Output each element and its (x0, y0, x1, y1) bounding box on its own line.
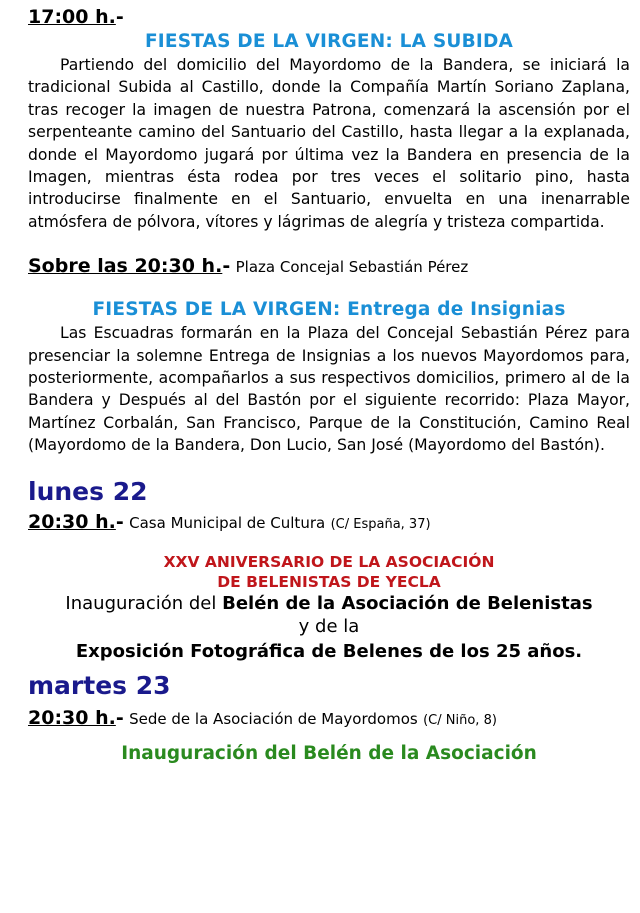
exhibition-title: Exposición Fotográfica de Belenes de los 25 años. (75, 640, 583, 662)
time-separator: - (115, 510, 124, 533)
event-time: Sobre las 20:30 h. (28, 255, 223, 278)
event-time-line (28, 255, 630, 278)
inauguration-line (28, 592, 630, 615)
event-time-line (28, 6, 630, 29)
event-place: Plaza Concejal Sebastián Pérez (235, 258, 469, 277)
event-time: 20:30 h. (28, 510, 116, 533)
event-description-entrega-insignias: Las Escuadras formarán en la Plaza del Concejal Sebastián Pérez para presenciar la solemne Entrega de Insignias a los nuevos Mayordomos para, posteriormente, acompañarlos a sus respectivos domicilios, primero al de la Bandera y Después al del Bastón por el siguiente recorrido: Plaza Mayor, Martínez Corbalán, San Francisco, Parque de la Constitución, Camino Real (Mayordomo de la Bandera, Don Lucio, San José (Mayordomo del Bastón). (28, 324, 630, 455)
event-description-la-subida: Partiendo del domicilio del Mayordomo de la Bandera, se iniciará la tradicional Subida al Castillo, donde la Compañía Martín Soriano Zaplana, tras recoger la imagen de nuestra Patrona, comenzará la ascensión por el serpenteante camino del Santuario del Castillo, hasta llegar a la explanada, donde el Mayordomo jugará por última vez la Bandera en presencia de la Imagen, mientras ésta rodea por tres veces el solitario pino, hasta introducirse finalmente en el Santuario, envuelta en una inenarrable atmósfera de pólvora, vítores y lágrimas de alegría y tristeza compartida. (28, 56, 630, 231)
event-address: (C/ Niño, 8) (423, 712, 497, 728)
event-place: Sede de la Asociación de Mayordomos (129, 709, 418, 728)
event-time-line (28, 707, 630, 732)
conjunction-line: y de la (298, 615, 360, 637)
event-title-belen-asociacion: Inauguración del Belén de la Asociación (121, 742, 537, 764)
event-place: Casa Municipal de Cultura (129, 513, 326, 532)
anniversary-title-line-1: XXV ANIVERSARIO DE LA ASOCIACIÓN (163, 552, 495, 571)
event-time: 17:00 h. (28, 6, 116, 28)
event-address: (C/ España, 37) (330, 516, 431, 532)
day-heading-lunes: lunes 22 (28, 476, 148, 506)
event-title-entrega-insignias: FIESTAS DE LA VIRGEN: Entrega de Insignias (92, 299, 566, 321)
day-heading-martes: martes 23 (28, 670, 171, 700)
anniversary-title-line-2: DE BELENISTAS DE YECLA (217, 572, 441, 591)
program-page (28, 6, 630, 766)
event-title-la-subida: FIESTAS DE LA VIRGEN: LA SUBIDA (144, 31, 514, 52)
time-separator: - (222, 255, 231, 278)
event-time-line (28, 511, 630, 536)
time-separator: - (115, 706, 124, 729)
time-separator: - (115, 6, 124, 28)
inauguration-belen-name: Belén de la Asociación de Belenistas (222, 592, 593, 614)
inauguration-prefix: Inauguración del (65, 592, 223, 614)
event-time: 20:30 h. (28, 706, 116, 729)
